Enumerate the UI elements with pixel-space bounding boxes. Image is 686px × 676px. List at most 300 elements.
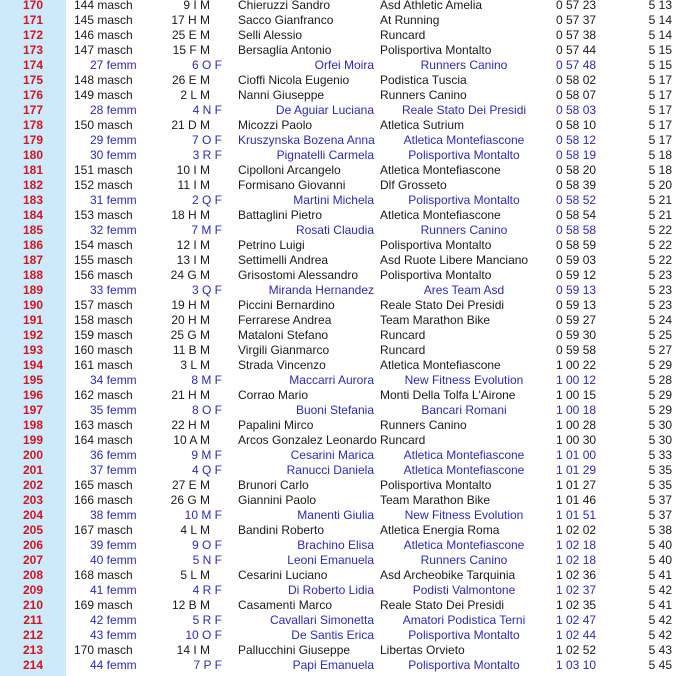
table-row xyxy=(0,13,686,28)
gender-rank-cell: 161 masch xyxy=(74,358,133,372)
position-cell: 182 xyxy=(22,178,44,192)
pace-cell: 5 22 xyxy=(648,253,672,267)
gender-rank-cell: 157 masch xyxy=(74,298,133,312)
gender-rank-cell: 36 femm xyxy=(90,448,137,462)
finish-time-cell: 1 02 02 xyxy=(556,523,597,537)
category-rank-cell: 9 M F xyxy=(191,448,222,462)
athlete-name-cell: Brunori Carlo xyxy=(238,478,309,492)
finish-time-cell: 0 58 02 xyxy=(556,73,597,87)
category-rank-cell: 24 G M xyxy=(170,268,210,282)
team-cell: At Running xyxy=(380,13,440,27)
team-cell: Atletica Montefiascone xyxy=(403,538,525,552)
category-rank-cell: 25 G M xyxy=(170,328,210,342)
pace-cell: 5 29 xyxy=(648,403,672,417)
pace-cell: 5 20 xyxy=(648,178,672,192)
team-cell: Libertas Orvieto xyxy=(380,643,465,657)
team-cell: Asd Athletic Amelia xyxy=(380,0,483,12)
finish-time-cell: 0 59 58 xyxy=(556,343,597,357)
athlete-name-cell: Micozzi Paolo xyxy=(238,118,313,132)
pace-cell: 5 13 xyxy=(648,0,672,12)
athlete-name-cell: Maccarri Aurora xyxy=(289,373,374,387)
athlete-name-cell: Rosati Claudia xyxy=(295,223,374,237)
position-cell: 170 xyxy=(22,0,44,12)
table-row xyxy=(0,343,686,358)
pace-cell: 5 29 xyxy=(648,358,672,372)
finish-time-cell: 1 01 46 xyxy=(556,493,597,507)
athlete-name-cell: Cesarini Luciano xyxy=(238,568,328,582)
gender-rank-cell: 170 masch xyxy=(74,643,133,657)
team-cell: Runcard xyxy=(380,433,426,447)
category-rank-cell: 3 L M xyxy=(180,358,210,372)
table-row xyxy=(0,478,686,493)
pace-cell: 5 17 xyxy=(648,88,672,102)
gender-rank-cell: 155 masch xyxy=(74,253,133,267)
pace-cell: 5 35 xyxy=(648,463,672,477)
finish-time-cell: 0 58 54 xyxy=(556,208,597,222)
athlete-name-cell: De Aguiar Luciana xyxy=(275,103,374,117)
category-rank-cell: 8 O F xyxy=(191,403,222,417)
category-rank-cell: 10 I M xyxy=(176,163,210,177)
athlete-name-cell: Kruszynska Bozena Anna xyxy=(238,133,375,147)
athlete-name-cell: Corrao Mario xyxy=(238,388,309,402)
position-cell: 206 xyxy=(22,538,44,552)
gender-rank-cell: 29 femm xyxy=(90,133,137,147)
pace-cell: 5 35 xyxy=(648,478,672,492)
finish-time-cell: 0 59 30 xyxy=(556,328,597,342)
pace-cell: 5 18 xyxy=(648,163,672,177)
pace-cell: 5 18 xyxy=(648,148,672,162)
athlete-name-cell: Buoni Stefania xyxy=(295,403,374,417)
category-rank-cell: 8 M F xyxy=(191,373,222,387)
athlete-name-cell: Nanni Giuseppe xyxy=(238,88,325,102)
athlete-name-cell: Piccini Bernardino xyxy=(238,298,335,312)
position-cell: 199 xyxy=(22,433,44,447)
category-rank-cell: 10 O F xyxy=(185,628,222,642)
team-cell: Polisportiva Montalto xyxy=(408,148,520,162)
finish-time-cell: 1 02 18 xyxy=(556,538,597,552)
gender-rank-cell: 27 femm xyxy=(90,58,137,72)
pace-cell: 5 28 xyxy=(648,373,672,387)
finish-time-cell: 1 02 18 xyxy=(556,553,597,567)
gender-rank-cell: 158 masch xyxy=(74,313,133,327)
athlete-name-cell: Formisano Giovanni xyxy=(238,178,346,192)
athlete-name-cell: Ferrarese Andrea xyxy=(238,313,332,327)
athlete-name-cell: Orfei Moira xyxy=(314,58,374,72)
gender-rank-cell: 41 femm xyxy=(90,583,137,597)
gender-rank-cell: 148 masch xyxy=(74,73,133,87)
pace-cell: 5 40 xyxy=(648,538,672,552)
team-cell: Reale Stato Dei Presidi xyxy=(380,598,505,612)
table-row xyxy=(0,568,686,583)
finish-time-cell: 0 58 12 xyxy=(556,133,597,147)
team-cell: Polisportiva Montalto xyxy=(408,658,520,672)
position-cell: 172 xyxy=(22,28,44,42)
pace-cell: 5 25 xyxy=(648,328,672,342)
position-cell: 198 xyxy=(22,418,44,432)
gender-rank-cell: 28 femm xyxy=(90,103,137,117)
category-rank-cell: 17 H M xyxy=(171,13,210,27)
team-cell: Runners Canino xyxy=(420,553,508,567)
team-cell: Monti Della Tolfa L'Airone xyxy=(380,388,516,402)
category-rank-cell: 22 H M xyxy=(171,418,210,432)
gender-rank-cell: 33 femm xyxy=(90,283,137,297)
team-cell: Reale Stato Dei Presidi xyxy=(401,103,527,117)
position-cell: 189 xyxy=(22,283,44,297)
category-rank-cell: 19 H M xyxy=(171,298,210,312)
position-cell: 213 xyxy=(22,643,44,657)
team-cell: Polisportiva Montalto xyxy=(380,238,492,252)
category-rank-cell: 4 R F xyxy=(192,583,222,597)
gender-rank-cell: 32 femm xyxy=(90,223,137,237)
category-rank-cell: 2 L M xyxy=(180,88,210,102)
table-row xyxy=(0,163,686,178)
finish-time-cell: 0 58 39 xyxy=(556,178,597,192)
athlete-name-cell: Chieruzzi Sandro xyxy=(238,0,331,12)
category-rank-cell: 4 N F xyxy=(192,103,222,117)
team-cell: Asd Archeobike Tarquinia xyxy=(380,568,516,582)
table-row xyxy=(0,628,686,643)
category-rank-cell: 14 I M xyxy=(176,643,210,657)
gender-rank-cell: 39 femm xyxy=(90,538,137,552)
gender-rank-cell: 166 masch xyxy=(74,493,133,507)
athlete-name-cell: De Santis Erica xyxy=(291,628,374,642)
table-row xyxy=(0,298,686,313)
team-cell: Polisportiva Montalto xyxy=(380,478,492,492)
position-cell: 208 xyxy=(22,568,44,582)
pace-cell: 5 17 xyxy=(648,103,672,117)
athlete-name-cell: Settimelli Andrea xyxy=(238,253,329,267)
pace-cell: 5 45 xyxy=(648,658,672,672)
position-cell: 185 xyxy=(22,223,44,237)
table-row xyxy=(0,553,686,568)
gender-rank-cell: 30 femm xyxy=(90,148,137,162)
athlete-name-cell: Cipolloni Arcangelo xyxy=(238,163,341,177)
finish-time-cell: 0 57 38 xyxy=(556,28,597,42)
team-cell: Podisti Valmontone xyxy=(412,583,516,597)
pace-cell: 5 14 xyxy=(648,13,672,27)
pace-cell: 5 27 xyxy=(648,343,672,357)
position-cell: 211 xyxy=(23,613,43,627)
finish-time-cell: 0 59 13 xyxy=(556,298,597,312)
position-cell: 197 xyxy=(22,403,44,417)
category-rank-cell: 12 I M xyxy=(176,238,210,252)
table-row xyxy=(0,268,686,283)
position-cell: 210 xyxy=(22,598,44,612)
team-cell: Podistica Tuscia xyxy=(380,73,467,87)
finish-time-cell: 0 58 58 xyxy=(556,223,597,237)
team-cell: Reale Stato Dei Presidi xyxy=(380,298,505,312)
table-row xyxy=(0,598,686,613)
finish-time-cell: 0 57 48 xyxy=(556,58,597,72)
finish-time-cell: 1 01 51 xyxy=(556,508,597,522)
gender-rank-cell: 145 masch xyxy=(74,13,133,27)
finish-time-cell: 1 02 47 xyxy=(556,613,597,627)
category-rank-cell: 2 Q F xyxy=(191,193,222,207)
finish-time-cell: 0 58 07 xyxy=(556,88,597,102)
category-rank-cell: 10 M F xyxy=(184,508,222,522)
table-row xyxy=(0,178,686,193)
finish-time-cell: 0 58 19 xyxy=(556,148,597,162)
finish-time-cell: 0 58 10 xyxy=(556,118,597,132)
team-cell: Atletica Montefiascone xyxy=(403,133,525,147)
category-rank-cell: 13 I M xyxy=(176,253,210,267)
table-row xyxy=(0,433,686,448)
category-rank-cell: 9 I M xyxy=(183,0,210,12)
team-cell: Runners Canino xyxy=(420,223,508,237)
table-row xyxy=(0,463,686,478)
team-cell: Team Marathon Bike xyxy=(380,313,491,327)
finish-time-cell: 0 58 59 xyxy=(556,238,597,252)
category-rank-cell: 12 B M xyxy=(171,598,210,612)
finish-time-cell: 1 00 22 xyxy=(556,358,597,372)
category-rank-cell: 9 O F xyxy=(191,538,222,552)
category-rank-cell: 26 E M xyxy=(171,73,210,87)
gender-rank-cell: 169 masch xyxy=(74,598,133,612)
gender-rank-cell: 34 femm xyxy=(90,373,137,387)
team-cell: Runcard xyxy=(380,328,426,342)
athlete-name-cell: Cioffi Nicola Eugenio xyxy=(238,73,350,87)
position-cell: 204 xyxy=(22,508,44,522)
pace-cell: 5 41 xyxy=(648,598,672,612)
position-cell: 181 xyxy=(22,163,44,177)
position-cell: 184 xyxy=(22,208,44,222)
table-row xyxy=(0,388,686,403)
gender-rank-cell: 31 femm xyxy=(90,193,137,207)
table-row xyxy=(0,523,686,538)
table-row xyxy=(0,133,686,148)
pace-cell: 5 21 xyxy=(648,208,672,222)
table-row xyxy=(0,448,686,463)
position-cell: 196 xyxy=(22,388,44,402)
position-cell: 194 xyxy=(22,358,44,372)
position-cell: 176 xyxy=(22,88,44,102)
table-row xyxy=(0,58,686,73)
athlete-name-cell: Di Roberto Lidia xyxy=(287,583,374,597)
table-row xyxy=(0,88,686,103)
gender-rank-cell: 40 femm xyxy=(90,553,137,567)
table-row xyxy=(0,643,686,658)
team-cell: New Fitness Evolution xyxy=(404,508,524,522)
athlete-name-cell: Leoni Emanuela xyxy=(287,553,374,567)
athlete-name-cell: Bandini Roberto xyxy=(238,523,325,537)
gender-rank-cell: 147 masch xyxy=(74,43,133,57)
team-cell: Polisportiva Montalto xyxy=(408,193,520,207)
category-rank-cell: 15 F M xyxy=(172,43,210,57)
athlete-name-cell: Grisostomi Alessandro xyxy=(238,268,359,282)
team-cell: New Fitness Evolution xyxy=(404,373,524,387)
athlete-name-cell: Virgili Gianmarco xyxy=(238,343,330,357)
table-row xyxy=(0,238,686,253)
table-row xyxy=(0,0,686,13)
gender-rank-cell: 165 masch xyxy=(74,478,133,492)
position-cell: 191 xyxy=(22,313,44,327)
table-row xyxy=(0,148,686,163)
gender-rank-cell: 167 masch xyxy=(74,523,133,537)
position-cell: 200 xyxy=(22,448,44,462)
category-rank-cell: 4 L M xyxy=(180,523,210,537)
table-row xyxy=(0,658,686,673)
gender-rank-cell: 149 masch xyxy=(74,88,133,102)
athlete-name-cell: Strada Vincenzo xyxy=(238,358,326,372)
gender-rank-cell: 35 femm xyxy=(90,403,137,417)
position-cell: 193 xyxy=(22,343,44,357)
pace-cell: 5 23 xyxy=(648,283,672,297)
pace-cell: 5 29 xyxy=(648,388,672,402)
finish-time-cell: 1 01 27 xyxy=(556,478,597,492)
finish-time-cell: 1 02 52 xyxy=(556,643,597,657)
pace-cell: 5 17 xyxy=(648,133,672,147)
finish-time-cell: 0 57 44 xyxy=(556,43,597,57)
pace-cell: 5 17 xyxy=(648,73,672,87)
athlete-name-cell: Battaglini Pietro xyxy=(238,208,323,222)
team-cell: Runcard xyxy=(380,343,426,357)
athlete-name-cell: Bersaglia Antonio xyxy=(238,43,332,57)
table-row xyxy=(0,253,686,268)
team-cell: Atletica Montefiascone xyxy=(380,358,501,372)
athlete-name-cell: Giannini Paolo xyxy=(238,493,317,507)
team-cell: Atletica Sutrium xyxy=(380,118,465,132)
table-row xyxy=(0,43,686,58)
athlete-name-cell: Casamenti Marco xyxy=(238,598,333,612)
position-cell: 178 xyxy=(22,118,44,132)
team-cell: Amatori Podistica Terni xyxy=(402,613,526,627)
table-row xyxy=(0,403,686,418)
category-rank-cell: 21 H M xyxy=(171,388,210,402)
pace-cell: 5 30 xyxy=(648,433,672,447)
category-rank-cell: 18 H M xyxy=(171,208,210,222)
position-cell: 203 xyxy=(22,493,44,507)
category-rank-cell: 5 L M xyxy=(180,568,210,582)
gender-rank-cell: 152 masch xyxy=(74,178,133,192)
pace-cell: 5 42 xyxy=(648,628,672,642)
table-row xyxy=(0,358,686,373)
athlete-name-cell: Cavallari Simonetta xyxy=(269,613,374,627)
position-cell: 173 xyxy=(22,43,44,57)
finish-time-cell: 0 59 03 xyxy=(556,253,597,267)
position-cell: 180 xyxy=(22,148,44,162)
pace-cell: 5 42 xyxy=(648,613,672,627)
pace-cell: 5 15 xyxy=(648,43,672,57)
table-row xyxy=(0,493,686,508)
table-row xyxy=(0,508,686,523)
position-cell: 174 xyxy=(22,58,44,72)
gender-rank-cell: 151 masch xyxy=(74,163,133,177)
team-cell: Runners Canino xyxy=(380,418,467,432)
athlete-name-cell: Sacco Gianfranco xyxy=(238,13,334,27)
team-cell: Ares Team Asd xyxy=(423,283,505,297)
category-rank-cell: 7 O F xyxy=(191,133,222,147)
team-cell: Asd Ruote Libere Manciano xyxy=(380,253,529,267)
team-cell: Polisportiva Montalto xyxy=(380,43,492,57)
pace-cell: 5 40 xyxy=(648,553,672,567)
position-cell: 190 xyxy=(22,298,44,312)
finish-time-cell: 1 02 37 xyxy=(556,583,597,597)
athlete-name-cell: Petrino Luigi xyxy=(238,238,305,252)
category-rank-cell: 3 Q F xyxy=(191,283,222,297)
team-cell: Team Marathon Bike xyxy=(380,493,491,507)
pace-cell: 5 23 xyxy=(648,298,672,312)
team-cell: Atletica Energia Roma xyxy=(380,523,500,537)
pace-cell: 5 33 xyxy=(648,448,672,462)
category-rank-cell: 4 Q F xyxy=(191,463,222,477)
gender-rank-cell: 156 masch xyxy=(74,268,133,282)
athlete-name-cell: Manenti Giulia xyxy=(297,508,374,522)
athlete-name-cell: Pallucchini Giuseppe xyxy=(238,643,351,657)
finish-time-cell: 0 57 23 xyxy=(556,0,597,12)
pace-cell: 5 21 xyxy=(648,193,672,207)
position-cell: 214 xyxy=(22,658,44,672)
team-cell: Polisportiva Montalto xyxy=(408,628,520,642)
finish-time-cell: 1 00 18 xyxy=(556,403,597,417)
table-row xyxy=(0,103,686,118)
pace-cell: 5 22 xyxy=(648,223,672,237)
category-rank-cell: 7 P F xyxy=(193,658,222,672)
position-cell: 175 xyxy=(22,73,44,87)
athlete-name-cell: Brachino Elisa xyxy=(297,538,374,552)
athlete-name-cell: Cesarini Marica xyxy=(290,448,374,462)
gender-rank-cell: 153 masch xyxy=(74,208,133,222)
athlete-name-cell: Papi Emanuela xyxy=(292,658,374,672)
team-cell: Runcard xyxy=(380,28,426,42)
gender-rank-cell: 162 masch xyxy=(74,388,133,402)
finish-time-cell: 1 00 28 xyxy=(556,418,597,432)
team-cell: Dlf Grosseto xyxy=(380,178,447,192)
athlete-name-cell: Martini Michela xyxy=(293,193,374,207)
category-rank-cell: 10 A M xyxy=(173,433,210,447)
position-cell: 202 xyxy=(22,478,44,492)
athlete-name-cell: Miranda Hernandez xyxy=(268,283,374,297)
table-row xyxy=(0,538,686,553)
athlete-name-cell: Papalini Mirco xyxy=(238,418,314,432)
pace-cell: 5 14 xyxy=(648,28,672,42)
finish-time-cell: 0 59 13 xyxy=(556,283,597,297)
gender-rank-cell: 164 masch xyxy=(74,433,133,447)
finish-time-cell: 1 01 00 xyxy=(556,448,597,462)
table-row xyxy=(0,373,686,388)
gender-rank-cell: 150 masch xyxy=(74,118,133,132)
finish-time-cell: 1 00 30 xyxy=(556,433,597,447)
table-row xyxy=(0,118,686,133)
position-cell: 209 xyxy=(22,583,44,597)
gender-rank-cell: 146 masch xyxy=(74,28,133,42)
finish-time-cell: 1 02 44 xyxy=(556,628,597,642)
pace-cell: 5 42 xyxy=(648,583,672,597)
gender-rank-cell: 37 femm xyxy=(90,463,137,477)
team-cell: Atletica Montefiascone xyxy=(403,463,525,477)
table-row xyxy=(0,28,686,43)
gender-rank-cell: 38 femm xyxy=(90,508,137,522)
category-rank-cell: 3 R F xyxy=(192,148,222,162)
finish-time-cell: 1 03 10 xyxy=(556,658,597,672)
athlete-name-cell: Pignatelli Carmela xyxy=(276,148,374,162)
team-cell: Bancari Romani xyxy=(421,403,507,417)
team-cell: Runners Canino xyxy=(420,58,508,72)
pace-cell: 5 41 xyxy=(648,568,672,582)
table-row xyxy=(0,283,686,298)
table-row xyxy=(0,73,686,88)
team-cell: Atletica Montefiascone xyxy=(380,163,501,177)
position-cell: 195 xyxy=(22,373,44,387)
table-row xyxy=(0,583,686,598)
category-rank-cell: 21 D M xyxy=(171,118,210,132)
gender-rank-cell: 43 femm xyxy=(90,628,137,642)
finish-time-cell: 1 01 29 xyxy=(556,463,597,477)
position-cell: 205 xyxy=(22,523,44,537)
category-rank-cell: 26 G M xyxy=(170,493,210,507)
position-cell: 212 xyxy=(22,628,44,642)
team-cell: Atletica Montefiascone xyxy=(380,208,501,222)
position-cell: 201 xyxy=(22,463,44,477)
